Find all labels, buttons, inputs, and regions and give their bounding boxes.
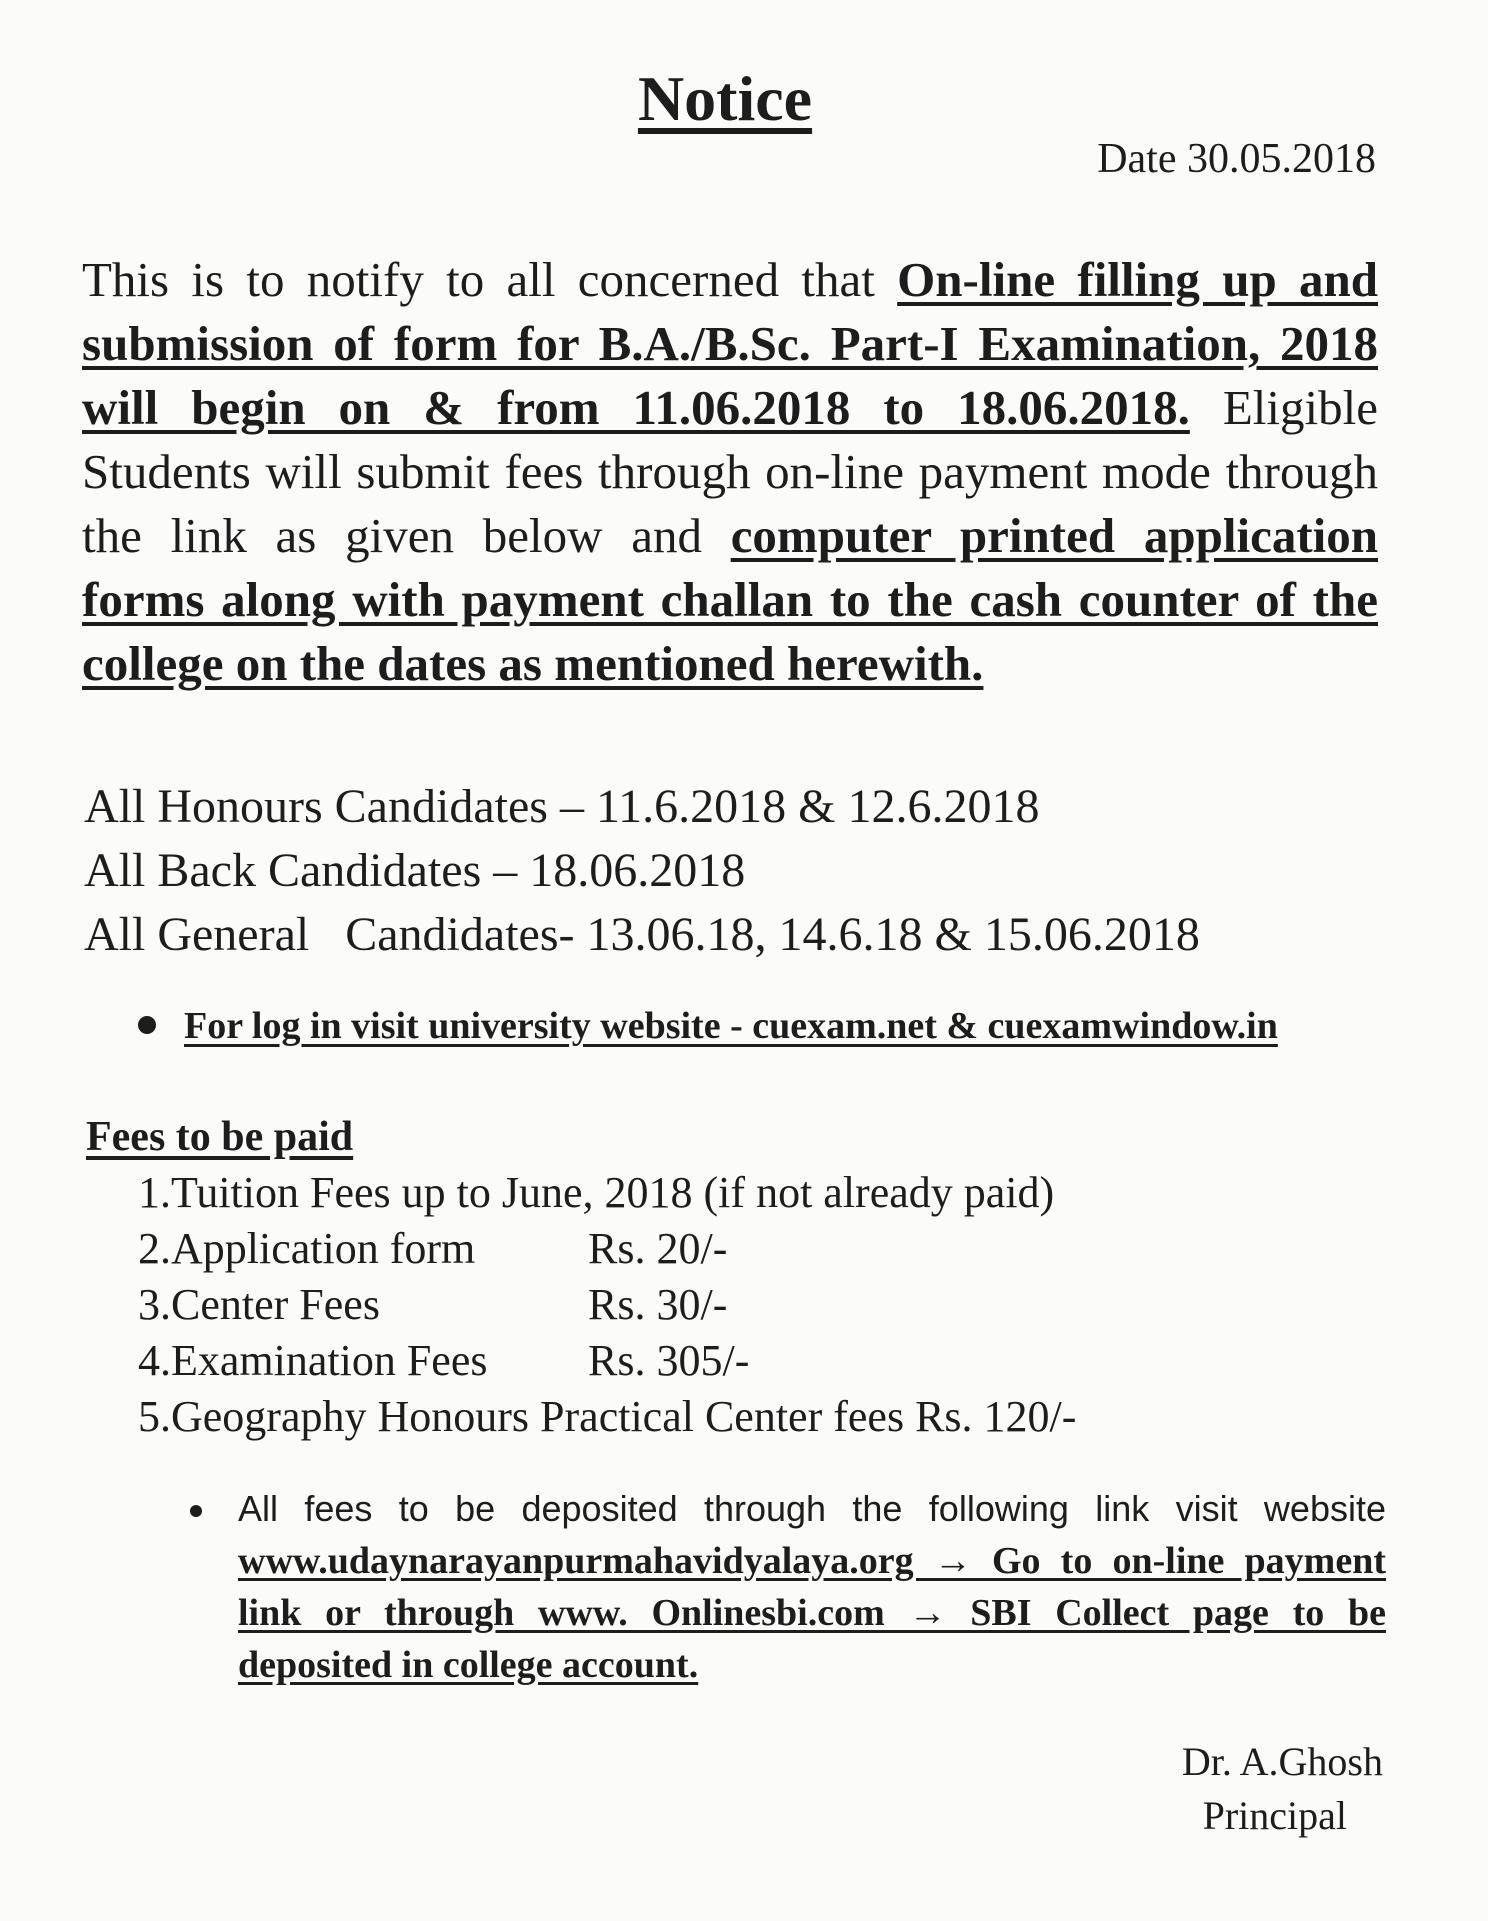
schedule-back: All Back Candidates – 18.06.2018 [84, 844, 746, 897]
signatory-name: Dr. A.Ghosh [1181, 1739, 1383, 1784]
signatory-role: Principal [1202, 1793, 1347, 1838]
signature-block [1182, 1735, 1383, 1843]
fee-amount: Rs. 305/- [588, 1336, 750, 1385]
deposit-bullet [190, 1483, 1386, 1691]
fee-item [138, 1165, 1076, 1221]
fee-amount: Rs. 20/- [588, 1224, 728, 1273]
fee-item [138, 1277, 1076, 1333]
fee-label: 1.Tuition Fees up to June, 2018 (if not already paid) [138, 1168, 1055, 1217]
fee-label: 2.Application form [138, 1224, 476, 1273]
intro-emphasis-1: On-line filling up and submission of form for B.A./B.Sc. Part-I Examination, 2018 will begin on & from 11.06.2018 to 18.06.2018. [82, 252, 1378, 435]
fees-heading: Fees to be paid [86, 1114, 354, 1160]
intro-paragraph [82, 248, 1378, 696]
intro-emphasis-2: computer printed application forms along with payment challan to the cash counter of the college on the dates as mentioned herewith. [82, 508, 1378, 691]
deposit-note [238, 1483, 1386, 1691]
deposit-text: All fees to be deposited through the following link visit website [238, 1488, 1386, 1529]
fees-list [138, 1165, 1076, 1445]
candidate-schedule [84, 775, 1200, 967]
login-note: For log in visit university website - cuexam.net & cuexamwindow.in [184, 1005, 1278, 1047]
bullet-icon [138, 1016, 156, 1034]
fee-label: 5.Geography Honours Practical Center fees Rs. 120/- [138, 1392, 1077, 1441]
fee-label: 4.Examination Fees [138, 1336, 488, 1385]
schedule-honours: All Honours Candidates – 11.6.2018 & 12.6.2018 [84, 780, 1040, 833]
deposit-link-text: www.udaynarayanpurmahavidyalaya.org → Go to on-line payment link or through www. Onlinesbi.com → SBI Collect page to be deposited in college account. [238, 1540, 1386, 1686]
schedule-general: All General Candidates- 13.06.18, 14.6.18 & 15.06.2018 [84, 908, 1200, 961]
fee-item [138, 1333, 1076, 1389]
intro-text-1: This is to notify to all concerned that [82, 252, 898, 307]
bullet-icon [190, 1505, 202, 1517]
fee-label: 3.Center Fees [138, 1280, 380, 1329]
notice-title: Notice [637, 63, 813, 134]
intro-text-2: Eligible Students will submit fees through on-line payment mode through the link as given below and [82, 380, 1378, 563]
fee-amount: Rs. 30/- [588, 1280, 728, 1329]
login-bullet [138, 998, 1378, 1054]
fee-item [138, 1221, 1076, 1277]
fee-item [138, 1389, 1076, 1445]
notice-date: Date 30.05.2018 [1097, 136, 1376, 182]
